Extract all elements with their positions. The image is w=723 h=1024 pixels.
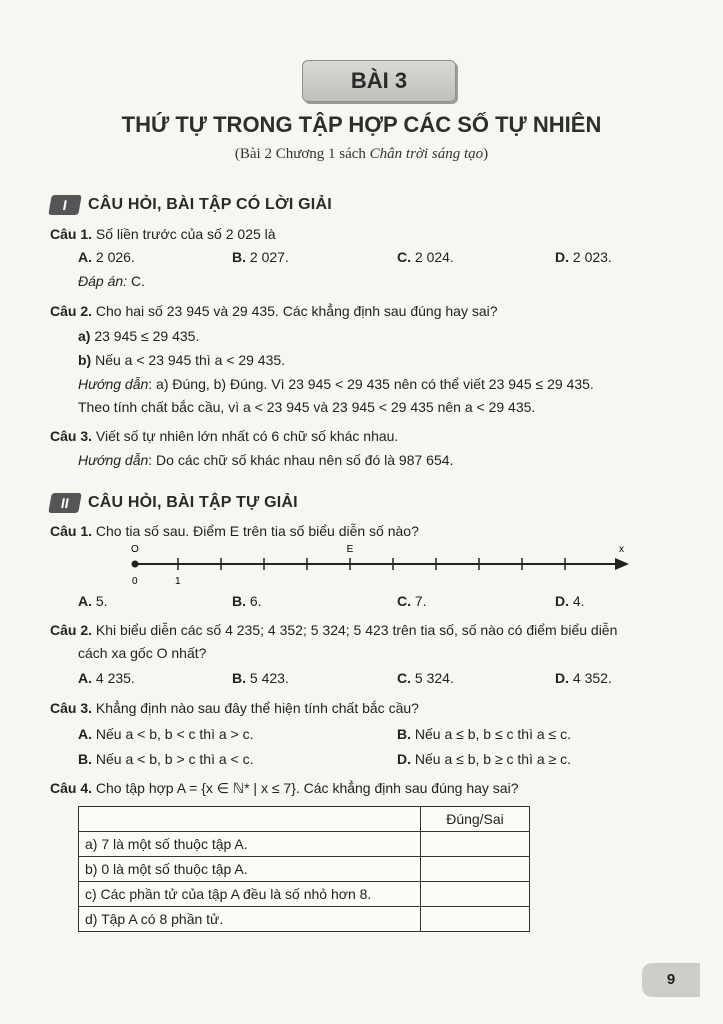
set-definition: A = {x ∈ ℕ* | x ≤ 7} xyxy=(176,780,296,796)
s2-q2-option-d: D. 4 352. xyxy=(555,670,612,686)
s2-q1-option-d: D. 4. xyxy=(555,593,585,609)
s1-q3-guide: Hướng dẫn: Do các chữ số khác nhau nên số đó là 987 654. xyxy=(78,452,454,468)
table-row-answer-cell[interactable] xyxy=(421,907,530,932)
table-row-answer-cell[interactable] xyxy=(421,882,530,907)
table-row xyxy=(79,882,530,907)
subtitle-prefix: (Bài 2 Chương 1 sách xyxy=(234,146,370,162)
table-row xyxy=(79,857,530,882)
table-row-statement: b) 0 là một số thuộc tập A. xyxy=(79,857,421,882)
lesson-badge: BÀI 3 xyxy=(302,60,456,102)
section-2-title: CÂU HỎI, BÀI TẬP TỰ GIẢI xyxy=(88,494,298,511)
table-header-blank xyxy=(79,807,421,832)
point-e-label: E xyxy=(346,544,354,555)
table-row-answer-cell[interactable] xyxy=(421,857,530,882)
s2-q3-option-a: A. Nếu a < b, b < c thì a > c. xyxy=(78,726,254,742)
s2-q3-option-d: D. Nếu a ≤ b, b ≥ c thì a ≥ c. xyxy=(397,751,572,767)
table-row-statement: a) 7 là một số thuộc tập A. xyxy=(79,832,421,857)
section-1-heading xyxy=(50,193,332,217)
table-row xyxy=(79,832,530,857)
s1-q1-option-d: D. 2 023. xyxy=(555,249,612,265)
page-number: 9 xyxy=(642,963,700,997)
table-row-statement: c) Các phần tử của tập A đều là số nhỏ hơn 8. xyxy=(79,882,421,907)
s1-q1-option-b: B. 2 027. xyxy=(232,249,289,265)
axis-x-label: x xyxy=(619,544,624,555)
s1-q1 xyxy=(50,226,276,242)
s1-q2-b: b) Nếu a < 23 945 thì a < 29 435. xyxy=(78,352,286,368)
s2-q2-option-a: A. 4 235. xyxy=(78,670,135,686)
s1-q2-guide-2: Theo tính chất bắc cầu, vì a < 23 945 và 23 945 < 29 435 nên a < 29 435. xyxy=(78,399,536,415)
true-false-table xyxy=(78,806,530,932)
origin-dot xyxy=(132,561,139,568)
s2-q2-line2: cách xa gốc O nhất? xyxy=(78,645,207,661)
s2-q4: Câu 4. Cho tập hợp A = {x ∈ ℕ* | x ≤ 7}. Các khẳng định sau đúng hay sai? xyxy=(50,780,519,796)
tick-1-label: 1 xyxy=(175,576,181,587)
table-row-answer-cell[interactable] xyxy=(421,832,530,857)
s1-q2: Câu 2. Cho hai số 23 945 và 29 435. Các khẳng định sau đúng hay sai? xyxy=(50,303,498,319)
s2-q2: Câu 2. Khi biểu diễn các số 4 235; 4 352; 5 324; 5 423 trên tia số, số nào có điểm biểu diễn xyxy=(50,622,618,638)
s2-q3-option-c: B. Nếu a < b, b > c thì a < c. xyxy=(78,751,254,767)
table-header-row xyxy=(79,807,530,832)
s2-q2-option-b: B. 5 423. xyxy=(232,670,289,686)
table-row-statement: d) Tập A có 8 phần tử. xyxy=(79,907,421,932)
s1-q1-answer: Đáp án: C. xyxy=(78,273,145,289)
s2-q3-option-b: B. Nếu a ≤ b, b ≤ c thì a ≤ c. xyxy=(397,726,572,742)
table-row xyxy=(79,907,530,932)
section-1-title: CÂU HỎI, BÀI TẬP CÓ LỜI GIẢI xyxy=(88,196,332,213)
origin-label: O xyxy=(131,544,139,555)
s1-q3: Câu 3. Viết số tự nhiên lớn nhất có 6 chữ số khác nhau. xyxy=(50,428,399,444)
page-subtitle xyxy=(0,146,723,163)
s1-q1-option-c: C. 2 024. xyxy=(397,249,454,265)
number-line-arrow xyxy=(615,558,629,570)
table-header-true-false: Đúng/Sai xyxy=(421,807,530,832)
tick-0-label: 0 xyxy=(132,576,138,587)
number-line xyxy=(125,540,635,590)
section-2-heading xyxy=(50,491,298,515)
s2-q3: Câu 3. Khẳng định nào sau đây thể hiện tính chất bắc cầu? xyxy=(50,700,419,716)
s2-q1-option-a: A. 5. xyxy=(78,593,108,609)
s1-q1-text: Số liền trước của số 2 025 là xyxy=(95,226,276,242)
s1-q1-option-a: A. 2 026. xyxy=(78,249,135,265)
s1-q2-guide-1: Hướng dẫn: a) Đúng, b) Đúng. Vì 23 945 < 29 435 nên có thể viết 23 945 ≤ 29 435. xyxy=(78,376,594,392)
section-2-number: II xyxy=(48,493,82,513)
s2-q1: Câu 1. Cho tia số sau. Điểm E trên tia số biểu diễn số nào? xyxy=(50,523,419,539)
s2-q1-option-b: B. 6. xyxy=(232,593,262,609)
s2-q1-option-c: C. 7. xyxy=(397,593,427,609)
s1-q1-label: Câu 1. xyxy=(50,226,93,242)
section-1-number: I xyxy=(48,195,82,215)
s1-q2-a: a) 23 945 ≤ 29 435. xyxy=(78,328,200,344)
subtitle-suffix: ) xyxy=(483,146,489,162)
s2-q2-option-c: C. 5 324. xyxy=(397,670,454,686)
page-title: THỨ TỰ TRONG TẬP HỢP CÁC SỐ TỰ NHIÊN xyxy=(121,112,602,137)
subtitle-book: Chân trời sáng tạo xyxy=(369,146,484,162)
